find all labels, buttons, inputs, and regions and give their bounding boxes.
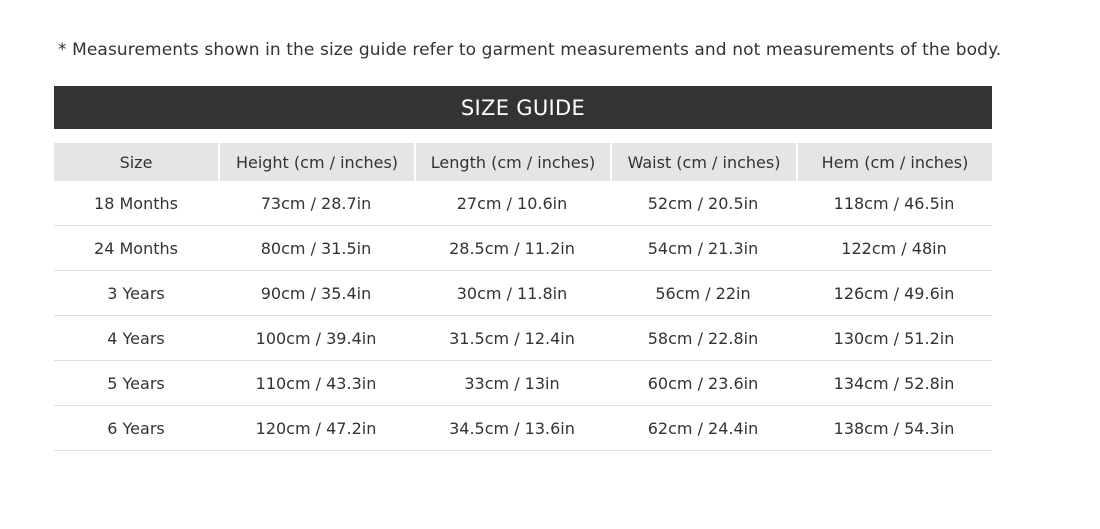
cell-height: 100cm / 39.4in <box>218 316 414 361</box>
cell-length: 27cm / 10.6in <box>414 181 610 226</box>
cell-height: 80cm / 31.5in <box>218 226 414 271</box>
size-guide-title: SIZE GUIDE <box>460 95 586 120</box>
table-row <box>54 226 992 271</box>
cell-hem: 138cm / 54.3in <box>796 406 992 451</box>
size-guide-table <box>54 143 992 451</box>
cell-hem: 130cm / 51.2in <box>796 316 992 361</box>
cell-waist: 52cm / 20.5in <box>610 181 796 226</box>
cell-height: 90cm / 35.4in <box>218 271 414 316</box>
table-row <box>54 181 992 226</box>
header-hem: Hem (cm / inches) <box>796 143 992 181</box>
cell-waist: 56cm / 22in <box>610 271 796 316</box>
cell-height: 120cm / 47.2in <box>218 406 414 451</box>
measurement-note: * Measurements shown in the size guide refer to garment measurements and not measurements of the body. <box>58 40 1002 60</box>
cell-hem: 126cm / 49.6in <box>796 271 992 316</box>
table-header-row <box>54 143 992 181</box>
cell-size: 6 Years <box>54 406 218 451</box>
cell-length: 33cm / 13in <box>414 361 610 406</box>
cell-waist: 58cm / 22.8in <box>610 316 796 361</box>
cell-waist: 54cm / 21.3in <box>610 226 796 271</box>
header-height: Height (cm / inches) <box>218 143 414 181</box>
cell-size: 18 Months <box>54 181 218 226</box>
cell-size: 4 Years <box>54 316 218 361</box>
table-row <box>54 316 992 361</box>
cell-size: 5 Years <box>54 361 218 406</box>
table-row <box>54 271 992 316</box>
cell-hem: 122cm / 48in <box>796 226 992 271</box>
cell-hem: 134cm / 52.8in <box>796 361 992 406</box>
table-row <box>54 361 992 406</box>
cell-hem: 118cm / 46.5in <box>796 181 992 226</box>
cell-length: 30cm / 11.8in <box>414 271 610 316</box>
header-waist: Waist (cm / inches) <box>610 143 796 181</box>
cell-height: 73cm / 28.7in <box>218 181 414 226</box>
cell-size: 3 Years <box>54 271 218 316</box>
cell-size: 24 Months <box>54 226 218 271</box>
cell-waist: 62cm / 24.4in <box>610 406 796 451</box>
cell-height: 110cm / 43.3in <box>218 361 414 406</box>
size-guide-title-bar <box>54 86 992 129</box>
cell-length: 34.5cm / 13.6in <box>414 406 610 451</box>
header-size: Size <box>54 143 218 181</box>
table-row <box>54 406 992 451</box>
cell-waist: 60cm / 23.6in <box>610 361 796 406</box>
cell-length: 28.5cm / 11.2in <box>414 226 610 271</box>
cell-length: 31.5cm / 12.4in <box>414 316 610 361</box>
header-length: Length (cm / inches) <box>414 143 610 181</box>
